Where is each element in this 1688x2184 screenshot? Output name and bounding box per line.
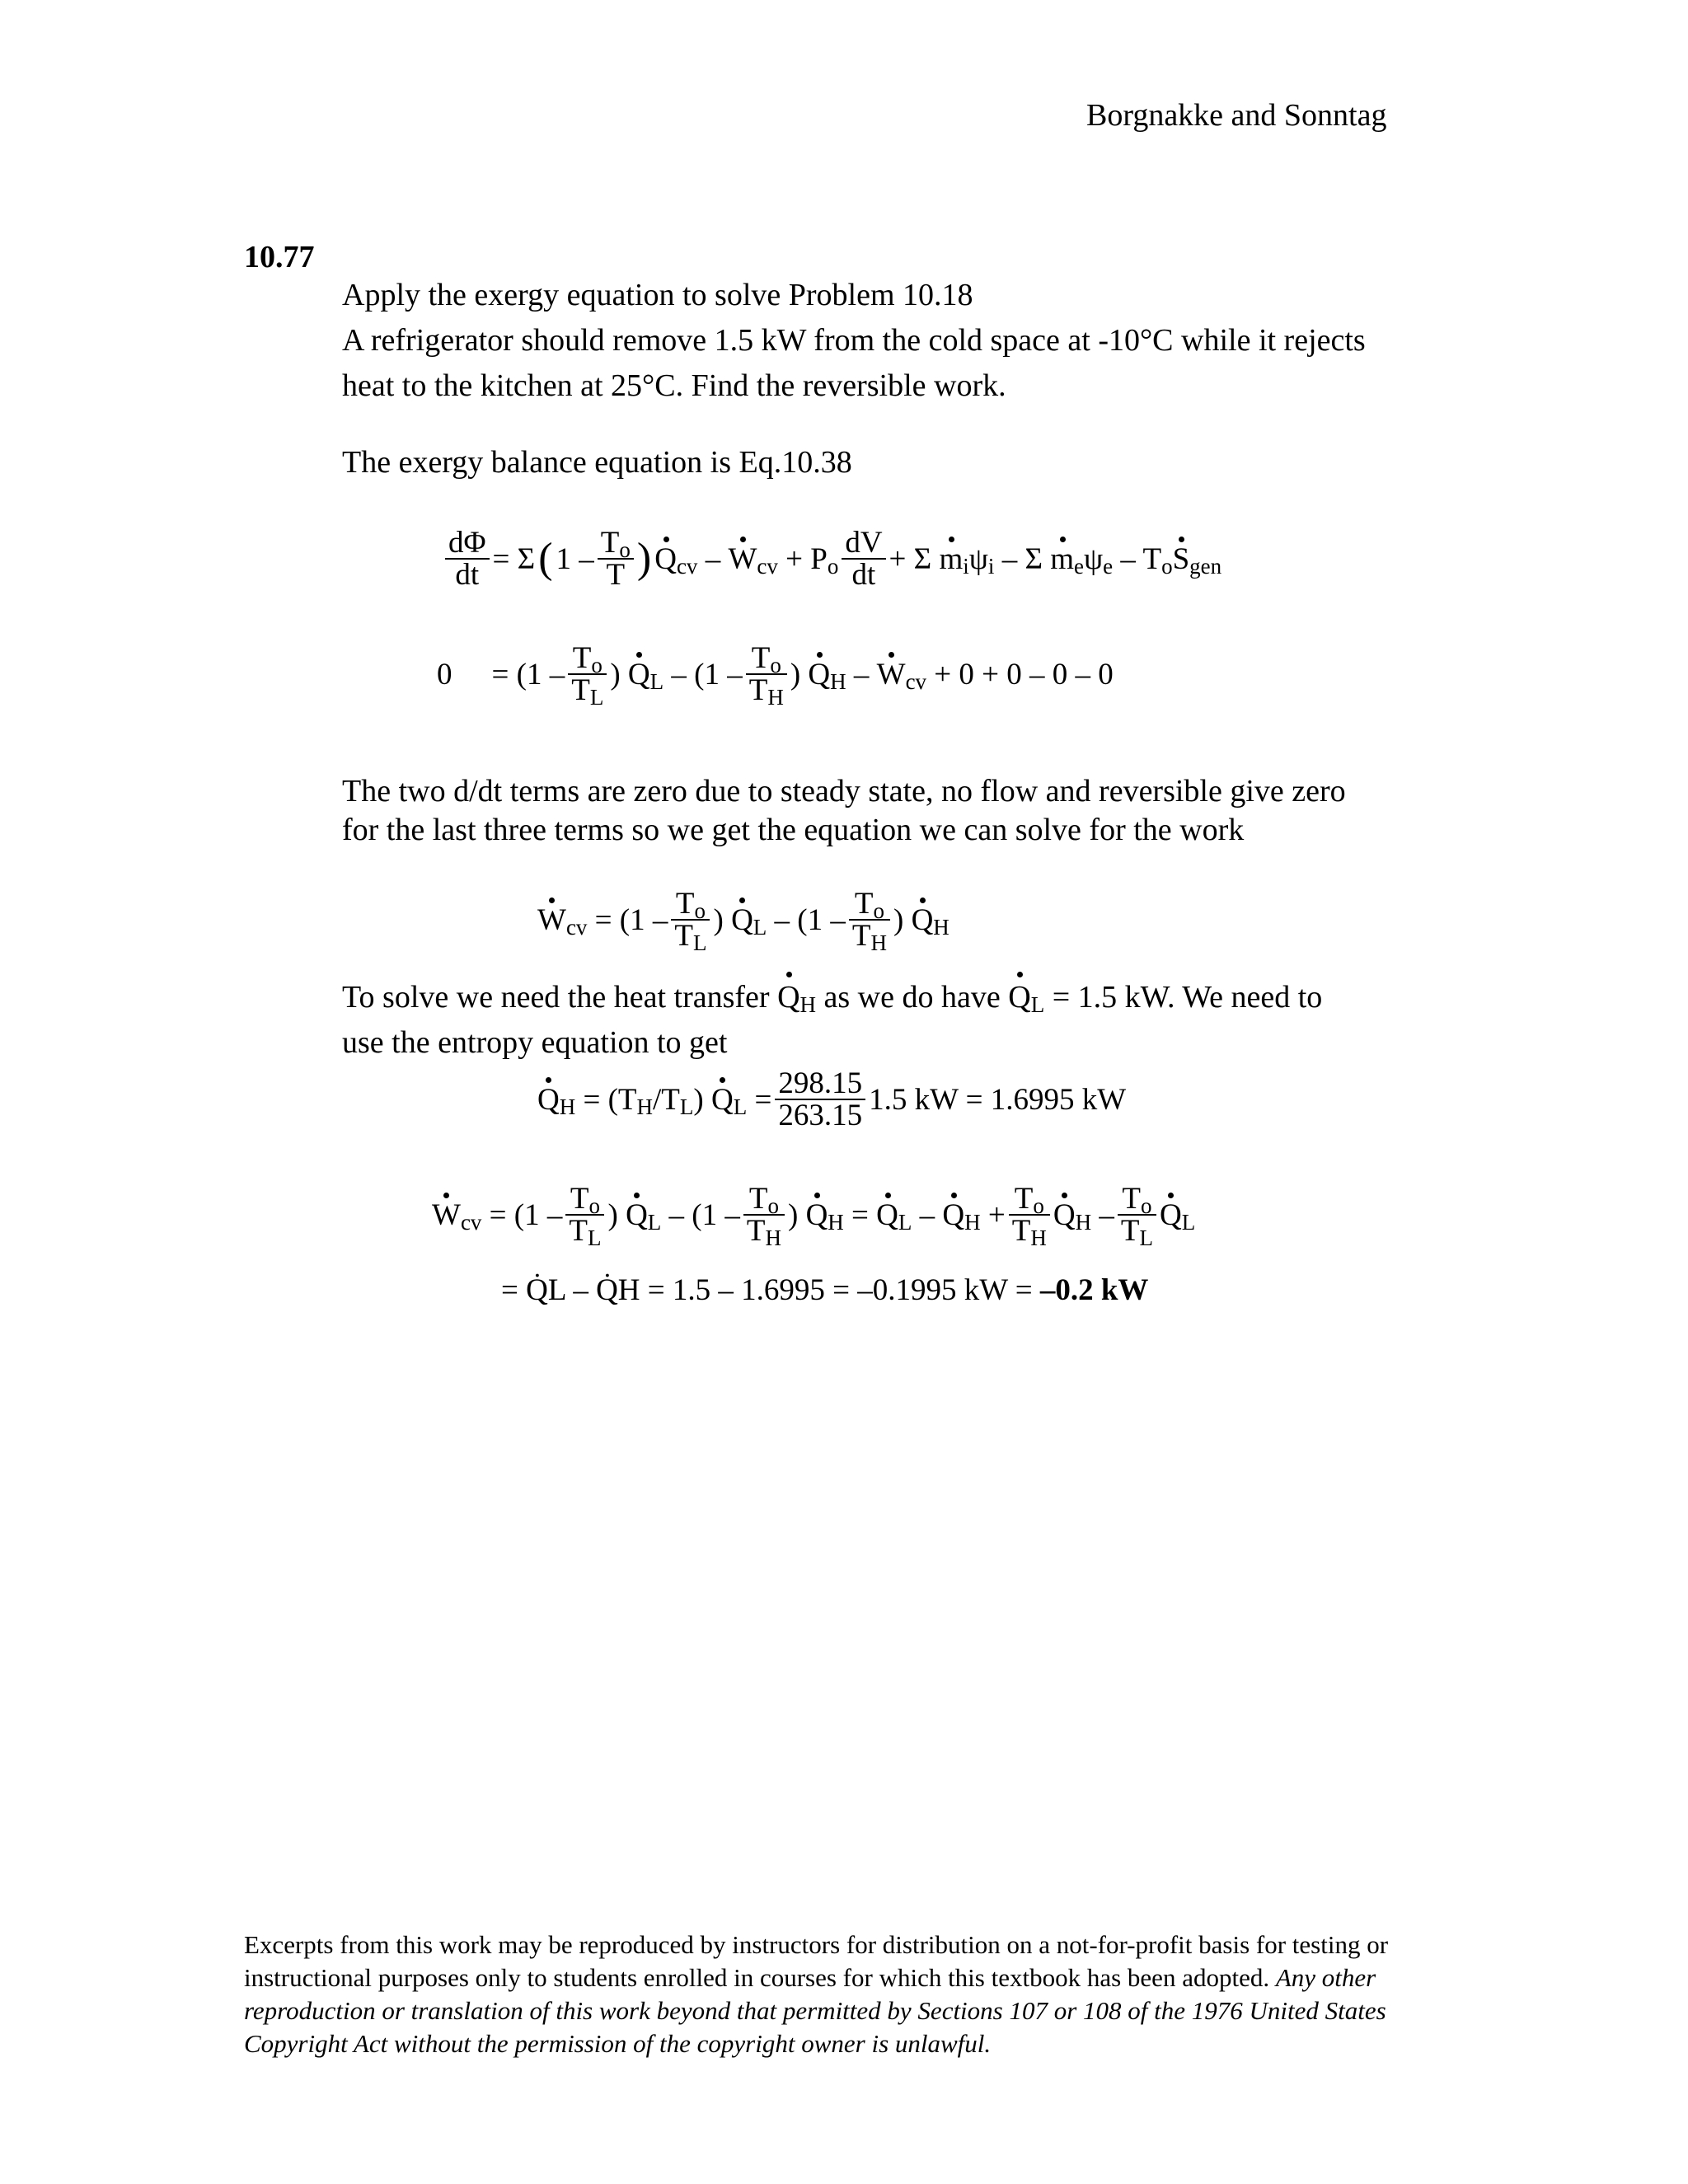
solve-text-a: To solve we need the heat transfer — [342, 980, 778, 1015]
explain-line-1: The two d/dt terms are zero due to steady state, no flow and reversible give zero — [342, 774, 1346, 808]
final-answer: –0.2 kW — [1039, 1273, 1149, 1307]
intro-line-3: heat to the kitchen at 25°C. Find the reversible work. — [342, 368, 1006, 403]
solve-text-b: as we do have — [816, 980, 1009, 1015]
final-work-equation: $W_{cv} = (1$ – $\frac{T_o}{T_L}$ ) $Q_L - (1$ – $\frac{T_o}{T_H}$ ) $Q_H = Q_L - Q_H$ + $\frac{T_o}{T_H}$ $Q_H$ – $\frac{T_o}{T_L}$ $Q_L$ — [432, 1182, 1196, 1250]
problem-number: 10.77 — [244, 240, 315, 274]
solve-line-1: To solve we need the heat transfer $Q_H$ as we do have $Q_L = 1.5$ kW. We need to — [342, 980, 1323, 1017]
exergy-balance-equation: $\frac{d\Phi}{dt}$ = Σ ( 1 – $\frac{T_o}{T}$ ) $Q_{cv} - W_{cv} + P_o$ $\frac{dV}{dt}$ + Σ $m_i\psi_i$ – Σ $m_e\psi_e - T_oS_{gen}$ — [445, 527, 1225, 590]
qh-denominator: 263.15 — [775, 1099, 865, 1131]
header-authors: Borgnakke and Sonntag — [1086, 98, 1387, 133]
qh-numerator: 298.15 — [778, 1066, 863, 1100]
copyright-footer — [244, 1929, 1439, 2060]
balance-intro-text: The exergy balance equation is Eq.10.38 — [342, 445, 852, 480]
intro-line-1: Apply the exergy equation to solve Problem 10.18 — [342, 278, 973, 312]
work-equation: $W_{cv} = (1$ – $\frac{T_o}{T_L}$ ) $Q_L - (1$ – $\frac{T_o}{T_H}$ ) $Q_H$ — [537, 887, 950, 955]
footer-italic-text: Any other reproduction or translation of this work beyond that permitted by Sections 107 or 108 of the 1976 United States Copyright Act without the permission of the copyright owner is unlawful. — [244, 1963, 1386, 2058]
footer-normal-text: Excerpts from this work may be reproduced by instructors for distribution on a not-for-profit basis for testing or instructional purposes only to students enrolled in courses for which this textbook has been adopted. — [244, 1930, 1389, 1992]
qh-result: 1.5 kW = 1.6995 kW — [869, 1082, 1127, 1117]
final-result-line — [501, 1275, 1148, 1305]
explain-line-2: for the last three terms so we get the equation we can solve for the work — [342, 813, 1245, 847]
qh-equation: $Q_H = (T_H/T_L) Q_L$ = $\frac{298.15}{263.15}$ 1.5 kW = 1.6995 kW — [537, 1066, 1127, 1132]
solve-text-c: = 1.5 kW. We need to — [1044, 980, 1323, 1015]
intro-line-2: A refrigerator should remove 1.5 kW from the cold space at -10°C while it rejects — [342, 323, 1366, 358]
final-result-text: = Q̇L – Q̇H = 1.5 – 1.6995 = –0.1995 kW = — [501, 1273, 1040, 1307]
solve-line-2: use the entropy equation to get — [342, 1025, 728, 1060]
exergy-balance-applied: 0 = (1 – $\frac{T_o}{T_L}$ ) $Q_L - (1$ – $\frac{T_o}{T_H}$ ) $Q_H - W_{cv} + 0 + 0 - 0 - 0$ — [437, 641, 1114, 710]
